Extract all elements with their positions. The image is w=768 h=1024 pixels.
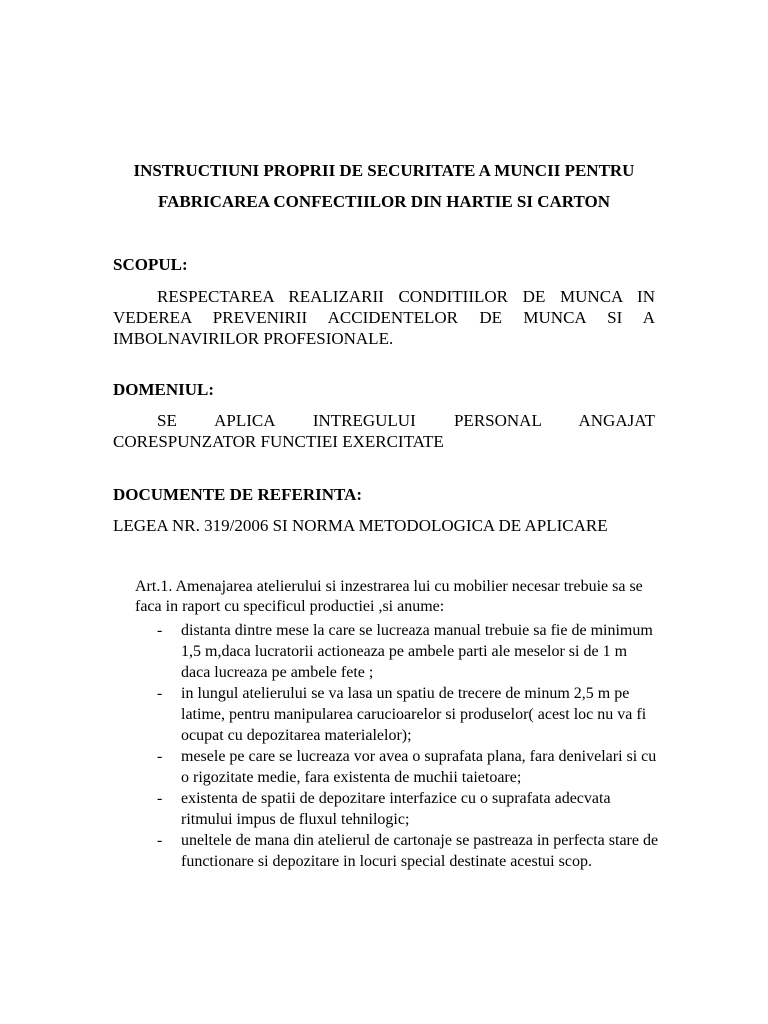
- scopul-heading: SCOPUL:: [113, 255, 188, 274]
- domeniul-text: SE APLICA INTREGULUI PERSONAL ANGAJAT CORESPUNZATOR FUNCTIEI EXERCITATE: [113, 411, 655, 451]
- bullet-dash: -: [157, 685, 163, 702]
- documente-text: LEGEA NR. 319/2006 SI NORMA METODOLOGICA DE APLICARE: [113, 516, 608, 535]
- list-item: [135, 746, 660, 788]
- bullet-dash: -: [157, 622, 163, 639]
- list-item-text: mesele pe care se lucreaza vor avea o suprafata plana, fara denivelari si cu o rigozitate medie, fara existenta de muchii taietoare;: [181, 748, 657, 786]
- list-item-text: in lungul atelierului se va lasa un spatiu de trecere de minum 2,5 m pe latime, pentru manipularea carucioarelor si produselor( acest loc nu va fi ocupat cu depozitarea materialelor);: [181, 685, 647, 744]
- article-1-intro: Art.1. Amenajarea atelierului si inzestrarea lui cu mobilier necesar trebuie sa se faca in raport cu specificul productiei ,si anume:: [135, 578, 643, 615]
- domeniul-heading: DOMENIUL:: [113, 380, 215, 399]
- article-1-list: [135, 620, 660, 872]
- list-item: [135, 788, 660, 830]
- list-item: [135, 830, 660, 872]
- scopul-text: RESPECTAREA REALIZARII CONDITIILOR DE MUNCA IN VEDEREA PREVENIRII ACCIDENTELOR DE MUNCA SI A IMBOLNAVIRILOR PROFESIONALE.: [113, 287, 655, 348]
- list-item-text: distanta dintre mese la care se lucreaza manual trebuie sa fie de minimum 1,5 m,daca lucratorii actioneaza pe ambele parti ale meselor si de 1 m daca lucreaza pe ambele fete ;: [181, 622, 653, 681]
- bullet-dash: -: [157, 748, 163, 765]
- list-item: [135, 620, 660, 683]
- list-item-text: uneltele de mana din atelierul de cartonaje se pastreaza in perfecta stare de functionare si depozitare in locuri special destinate acestui scop.: [181, 832, 659, 870]
- documente-heading: DOCUMENTE DE REFERINTA:: [113, 485, 363, 504]
- document-title-line-2: FABRICAREA CONFECTIILOR DIN HARTIE SI CARTON: [157, 192, 611, 211]
- bullet-dash: -: [157, 832, 163, 849]
- list-item: [135, 683, 660, 746]
- list-item-text: existenta de spatii de depozitare interfazice cu o suprafata adecvata ritmului impus de fluxul tehnilogic;: [181, 790, 611, 828]
- bullet-dash: -: [157, 790, 163, 807]
- document-title-line-1: INSTRUCTIUNI PROPRII DE SECURITATE A MUNCII PENTRU: [133, 161, 635, 180]
